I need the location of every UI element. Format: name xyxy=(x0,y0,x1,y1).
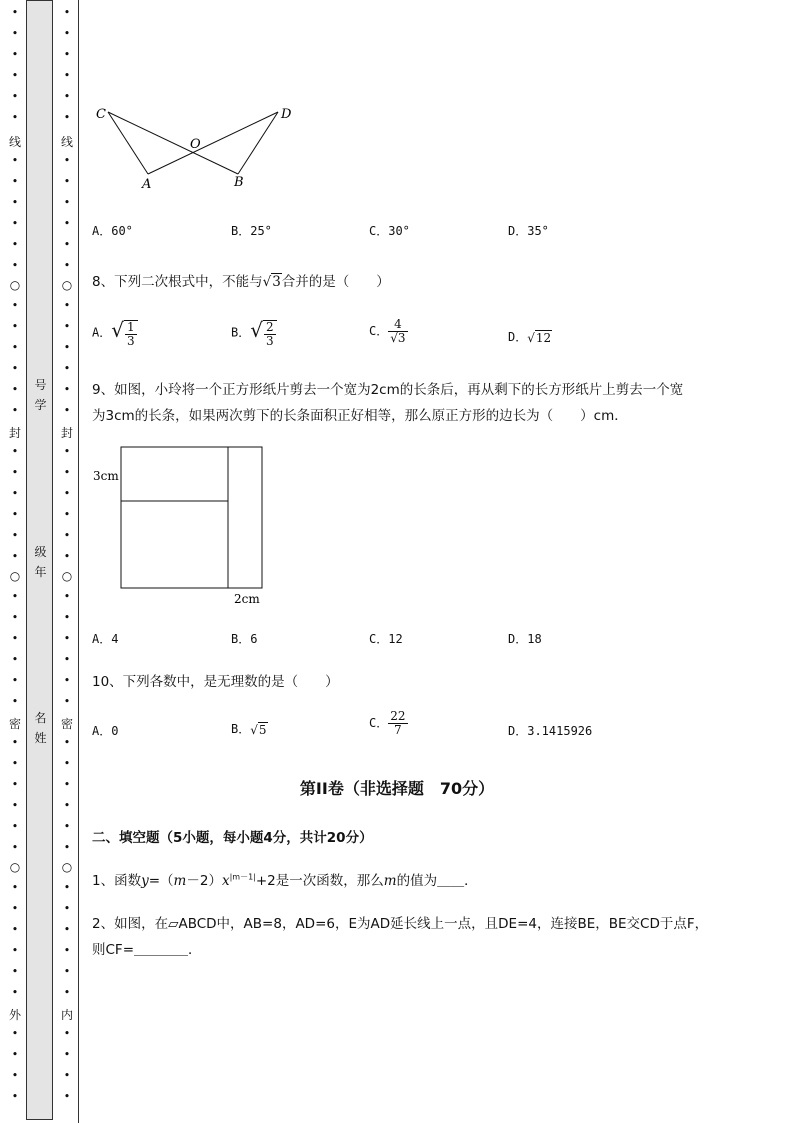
q1-var-m: m xyxy=(383,873,397,889)
numerator: 4 xyxy=(388,318,407,332)
radicand: 3 xyxy=(397,331,406,345)
dot-column: • • • • • • xyxy=(63,881,71,999)
q1-var-y: y xyxy=(141,873,149,889)
q1-text: 1、函数 xyxy=(92,873,142,889)
field-label-hao: 号 xyxy=(34,378,47,392)
q7-option-b: B．25° xyxy=(231,224,272,238)
margin-label-seal: 封 xyxy=(60,426,73,440)
q8-option-c xyxy=(369,318,408,345)
figure-q9-square-strips xyxy=(90,440,290,610)
q8-stem xyxy=(92,270,390,290)
field-label-nian: 年 xyxy=(34,565,47,579)
dot-column: • • • • • • xyxy=(63,154,71,272)
q8-stem-radicand: 3 xyxy=(272,274,281,290)
dot-column: • • • • • • xyxy=(63,6,71,124)
margin-label-inside: 内 xyxy=(60,1008,73,1022)
margin-circle: ○ xyxy=(61,860,73,874)
dot-column: • • • • • • xyxy=(11,590,19,708)
q10-option-c xyxy=(369,710,408,737)
binding-strip-inner xyxy=(55,0,79,1123)
numerator: 1 xyxy=(126,319,135,334)
section-2-title: 第II卷（非选择题 70分） xyxy=(299,779,495,798)
q8-option-a xyxy=(92,318,138,348)
q8-option-b xyxy=(231,318,277,348)
point-label-D: D xyxy=(281,107,292,122)
radicand: 12 xyxy=(535,330,552,345)
margin-label-secret: 密 xyxy=(8,717,21,731)
q7-option-c: C．30° xyxy=(369,224,410,238)
q8-stem-pre: 8、下列二次根式中，不能与 xyxy=(92,274,263,290)
q9-option-b: B．6 xyxy=(231,632,258,646)
q10-option-a: A．0 xyxy=(92,724,119,738)
point-label-B: B xyxy=(234,175,244,190)
sqrt-symbol: √12 xyxy=(527,330,552,345)
fraction xyxy=(263,320,277,348)
field-label-ji: 级 xyxy=(34,545,47,559)
option-label: A． xyxy=(92,325,112,340)
fraction xyxy=(124,320,138,348)
dot-column: • • • • • • xyxy=(11,6,19,124)
q1-var-m: m xyxy=(173,873,187,889)
margin-circle: ○ xyxy=(61,569,73,583)
option-label: D． xyxy=(508,330,528,344)
field-label-xue: 学 xyxy=(34,398,47,412)
q9-stem-line2: 为3cm的长条，如果两次剪下的长条面积正好相等，那么原正方形的边长为（ ）cm． xyxy=(92,408,628,424)
q9-option-d: D．18 xyxy=(508,632,542,646)
field-label-ming: 名 xyxy=(34,711,47,725)
option-label: B． xyxy=(231,325,251,340)
q7-option-a: A．60° xyxy=(92,224,133,238)
original-square xyxy=(121,447,262,588)
label-2cm: 2cm xyxy=(234,592,260,606)
margin-label-seal: 封 xyxy=(8,426,21,440)
dot-column: • • • • • • xyxy=(63,299,71,417)
fraction xyxy=(388,318,407,345)
q1-text: =（ xyxy=(148,873,174,889)
fraction xyxy=(388,710,407,737)
dot-column: • • • • • • xyxy=(11,736,19,854)
point-label-C: C xyxy=(96,107,106,122)
dot-column: • • • • • • xyxy=(63,590,71,708)
q8-option-d xyxy=(508,328,552,345)
denominator: 3 xyxy=(265,333,274,348)
dot-column: • • • • xyxy=(63,1027,71,1103)
option-label: C． xyxy=(369,324,389,338)
dot-column: • • • • • • xyxy=(11,299,19,417)
dot-column: • • • • • • xyxy=(11,445,19,563)
part2-q1 xyxy=(92,869,478,889)
numerator: 22 xyxy=(390,709,406,723)
margin-label-outside: 外 xyxy=(8,1008,21,1022)
point-label-O: O xyxy=(190,137,201,152)
sqrt-symbol: √ $\frac{2}{3}$ xyxy=(250,318,276,348)
dot-column: • • • • • • xyxy=(11,154,19,272)
radicand: 5 xyxy=(258,722,267,737)
margin-circle: ○ xyxy=(9,569,21,583)
q1-exponent: |m－1| xyxy=(229,872,256,882)
label-3cm: 3cm xyxy=(93,469,119,483)
denominator: 3 xyxy=(126,333,135,348)
option-label: C． xyxy=(369,716,389,730)
margin-circle: ○ xyxy=(9,278,21,292)
dot-column: • • • • • • xyxy=(11,881,19,999)
binding-strip-outer xyxy=(3,0,27,1123)
q10-option-d: D．3.1415926 xyxy=(508,724,593,738)
part2-q2-line2: 则CF=＿＿＿＿． xyxy=(92,942,202,958)
margin-circle: ○ xyxy=(9,860,21,874)
dot-column: • • • • xyxy=(11,1027,19,1103)
denominator: 7 xyxy=(394,723,402,737)
numerator: 2 xyxy=(265,319,274,334)
denominator: √3 xyxy=(390,331,406,345)
option-label: B． xyxy=(231,722,251,736)
dot-column: • • • • • • xyxy=(63,736,71,854)
q9-stem-line1: 9、如图，小玲将一个正方形纸片剪去一个宽为2cm的长条后，再从剩下的长方形纸片上剪去一个宽 xyxy=(92,382,684,398)
part2-heading: 二、填空题（5小题，每小题4分，共计20分） xyxy=(92,830,373,846)
sqrt-symbol: √3 xyxy=(262,274,281,290)
q7-option-d: D．35° xyxy=(508,224,549,238)
q8-stem-post: 合并的是（ ） xyxy=(281,274,390,290)
part2-q2-line1: 2、如图，在▱ABCD中，AB=8，AD=6，E为AD延长线上一点，且DE=4，连接BE，BE交CD于点F， xyxy=(92,916,709,932)
sqrt-symbol: √ $\frac{1}{3}$ xyxy=(111,318,137,348)
margin-label-line: 线 xyxy=(8,135,21,149)
margin-label-line: 线 xyxy=(60,135,73,149)
field-label-xing: 姓 xyxy=(34,731,47,745)
q1-text: 的值为＿＿． xyxy=(396,873,478,889)
dot-column: • • • • • • xyxy=(63,445,71,563)
figure-q7-crossing-triangles xyxy=(90,100,310,195)
q9-option-c: C．12 xyxy=(369,632,403,646)
q1-text: －2） xyxy=(186,873,222,889)
q9-option-a: A．4 xyxy=(92,632,119,646)
point-label-A: A xyxy=(142,177,152,192)
student-info-strip xyxy=(26,0,53,1120)
q1-text: +2是一次函数，那么 xyxy=(255,873,384,889)
q1-var-x: x xyxy=(221,873,230,889)
q10-option-b xyxy=(231,720,268,737)
sqrt-symbol: √5 xyxy=(250,722,267,737)
q10-stem: 10、下列各数中，是无理数的是（ ） xyxy=(92,674,339,690)
margin-circle: ○ xyxy=(61,278,73,292)
margin-label-secret: 密 xyxy=(60,717,73,731)
